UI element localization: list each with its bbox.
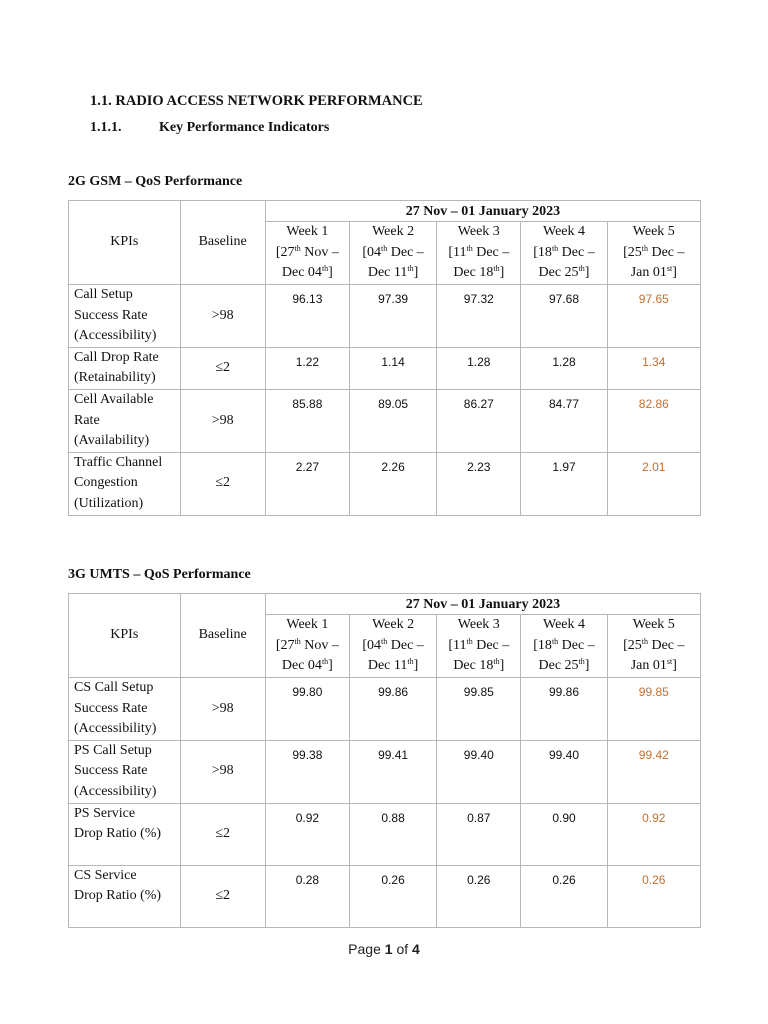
ordinal-suffix: th	[641, 243, 648, 253]
umts-qos-table	[68, 593, 701, 928]
kpi-name-line: Call Drop Rate	[74, 349, 159, 365]
week-name: Week 3	[457, 224, 500, 239]
week-range-start: [04	[362, 637, 382, 653]
kpis-header: KPIs	[69, 594, 181, 678]
week-range-start: [11	[448, 637, 467, 653]
week-range-mid: Nov –	[300, 244, 339, 260]
kpi-value-week-5: 82.86	[607, 389, 700, 452]
ordinal-suffix: th	[294, 636, 301, 646]
week-range-close: ]	[499, 658, 505, 674]
baseline-value: >98	[180, 285, 265, 348]
table-row	[69, 803, 701, 865]
ordinal-suffix: th	[321, 657, 329, 667]
kpi-value-week-4: 99.40	[521, 740, 607, 803]
week-name: Week 1	[286, 224, 329, 239]
kpi-value-week-1: 2.27	[265, 452, 349, 515]
week-range-close: ]	[328, 658, 333, 674]
ordinal-suffix: th	[466, 243, 473, 253]
ordinal-suffix: th	[321, 264, 329, 274]
ordinal-suffix: th	[578, 264, 585, 274]
kpi-value-week-4: 1.97	[521, 452, 607, 515]
ordinal-suffix: th	[493, 264, 500, 274]
kpi-name	[69, 740, 181, 803]
ordinal-suffix: th	[381, 636, 388, 646]
kpi-name-line: (Retainability)	[74, 370, 156, 386]
gsm-qos-table	[68, 200, 701, 516]
kpi-name	[69, 803, 181, 865]
kpi-name-line: CS Service	[74, 867, 137, 883]
week-range-end: Jan 01	[630, 658, 667, 674]
kpi-name-line: Drop Ratio (%)	[74, 826, 162, 842]
ordinal-suffix: th	[294, 243, 301, 253]
kpi-value-week-3: 86.27	[437, 389, 521, 452]
ordinal-suffix: st	[666, 264, 673, 274]
kpi-name	[69, 452, 181, 515]
subsection-title: Key Performance Indicators	[159, 120, 330, 135]
kpi-value-week-4: 99.86	[521, 678, 607, 741]
week-range-mid: Nov –	[300, 637, 339, 653]
kpi-value-week-3: 2.23	[437, 452, 521, 515]
kpi-name-line: Cell Available	[74, 391, 154, 407]
kpi-value-week-2: 99.41	[349, 740, 436, 803]
week-range-end: Dec 04	[281, 265, 322, 281]
kpi-name-line: (Utilization)	[74, 495, 144, 511]
baseline-header: Baseline	[180, 594, 265, 678]
table-row	[69, 389, 701, 452]
kpi-value-week-1: 96.13	[265, 285, 349, 348]
baseline-value: >98	[180, 740, 265, 803]
kpi-value-week-5: 0.92	[607, 803, 700, 865]
kpi-name-line: Drop Ratio (%)	[74, 888, 162, 904]
kpi-value-week-2: 1.14	[349, 347, 436, 389]
baseline-value: ≤2	[180, 347, 265, 389]
week-range-mid: Dec –	[472, 244, 510, 260]
week-range-mid: Dec –	[558, 244, 595, 260]
week-range-mid: Dec –	[387, 637, 424, 653]
kpi-name-line: PS Call Setup	[74, 742, 152, 758]
week-name: Week 2	[372, 617, 415, 632]
kpi-name	[69, 285, 181, 348]
week-range-start: [04	[362, 244, 382, 260]
kpi-value-week-3: 0.26	[437, 865, 521, 927]
ordinal-suffix: th	[578, 657, 585, 667]
kpi-value-week-4: 97.68	[521, 285, 607, 348]
page-footer	[0, 941, 768, 957]
table-row	[69, 865, 701, 927]
of-label: of	[396, 941, 409, 957]
week-range-mid: Dec –	[647, 637, 685, 653]
week-1-header	[265, 222, 349, 285]
week-5-header	[607, 222, 700, 285]
kpi-value-week-2: 0.88	[349, 803, 436, 865]
week-5-header	[607, 615, 700, 678]
ordinal-suffix: th	[466, 636, 473, 646]
ordinal-suffix: th	[641, 636, 648, 646]
week-3-header	[437, 222, 521, 285]
baseline-value: ≤2	[180, 865, 265, 927]
week-range-start: [18	[533, 637, 552, 653]
kpi-name-line: PS Service	[74, 805, 136, 821]
kpi-value-week-3: 99.40	[437, 740, 521, 803]
week-range-start: [25	[623, 637, 642, 653]
page-label: Page	[348, 941, 381, 957]
kpis-header: KPIs	[69, 201, 181, 285]
kpi-name	[69, 389, 181, 452]
week-range-start: [27	[275, 244, 295, 260]
kpi-value-week-1: 99.80	[265, 678, 349, 741]
kpi-name-line: Traffic Channel	[74, 454, 163, 470]
week-range-end: Dec 25	[538, 658, 579, 674]
week-range-close: ]	[672, 658, 677, 674]
week-3-header	[437, 615, 521, 678]
kpi-value-week-1: 85.88	[265, 389, 349, 452]
current-page: 1	[384, 941, 393, 957]
week-range-start: [27	[275, 637, 295, 653]
kpi-name-line: Success Rate	[74, 700, 148, 716]
week-range-mid: Dec –	[558, 637, 595, 653]
baseline-value: ≤2	[180, 803, 265, 865]
section-heading: 1.1. RADIO ACCESS NETWORK PERFORMANCE	[90, 93, 423, 109]
ordinal-suffix: th	[407, 264, 414, 274]
kpi-name	[69, 865, 181, 927]
week-name: Week 4	[542, 224, 586, 239]
week-4-header	[521, 615, 607, 678]
kpi-value-week-5: 99.85	[607, 678, 700, 741]
subsection-heading	[90, 120, 329, 136]
kpi-value-week-5: 1.34	[607, 347, 700, 389]
week-name: Week 5	[632, 617, 675, 632]
kpi-value-week-3: 97.32	[437, 285, 521, 348]
week-range-close: ]	[413, 265, 419, 281]
kpi-value-week-4: 84.77	[521, 389, 607, 452]
kpi-value-week-1: 1.22	[265, 347, 349, 389]
week-range-mid: Dec –	[647, 244, 685, 260]
kpi-value-week-3: 1.28	[437, 347, 521, 389]
week-name: Week 5	[632, 224, 675, 239]
baseline-value: >98	[180, 389, 265, 452]
table-row	[69, 740, 701, 803]
kpi-name-line: Success Rate	[74, 307, 148, 323]
baseline-header: Baseline	[180, 201, 265, 285]
kpi-value-week-4: 1.28	[521, 347, 607, 389]
table-row	[69, 452, 701, 515]
umts-table-caption: 3G UMTS – QoS Performance	[68, 567, 251, 582]
baseline-value: >98	[180, 678, 265, 741]
kpi-value-week-1: 99.38	[265, 740, 349, 803]
kpi-name	[69, 678, 181, 741]
week-name: Week 1	[286, 617, 329, 632]
week-range-end: Dec 18	[453, 265, 494, 281]
kpi-name-line: (Accessibility)	[74, 328, 157, 344]
week-range-close: ]	[584, 265, 590, 281]
kpi-value-week-2: 97.39	[349, 285, 436, 348]
kpi-value-week-2: 89.05	[349, 389, 436, 452]
subsection-number: 1.1.1.	[90, 120, 122, 135]
kpi-name-line: Call Setup	[74, 287, 133, 302]
kpi-name-line: (Availability)	[74, 433, 150, 449]
kpi-value-week-3: 0.87	[437, 803, 521, 865]
kpi-value-week-3: 99.85	[437, 678, 521, 741]
period-header: 27 Nov – 01 January 2023	[265, 594, 700, 615]
week-range-close: ]	[328, 265, 333, 281]
ordinal-suffix: st	[666, 657, 673, 667]
week-range-start: [18	[533, 244, 552, 260]
week-range-end: Dec 18	[453, 658, 494, 674]
kpi-value-week-2: 0.26	[349, 865, 436, 927]
week-range-close: ]	[672, 265, 677, 281]
week-4-header	[521, 222, 607, 285]
ordinal-suffix: th	[551, 636, 559, 646]
kpi-value-week-5: 0.26	[607, 865, 700, 927]
week-range-end: Dec 11	[367, 658, 408, 674]
baseline-value: ≤2	[180, 452, 265, 515]
kpi-value-week-2: 2.26	[349, 452, 436, 515]
week-name: Week 3	[457, 617, 500, 632]
table-row	[69, 285, 701, 348]
week-range-close: ]	[499, 265, 505, 281]
kpi-value-week-5: 99.42	[607, 740, 700, 803]
kpi-value-week-4: 0.26	[521, 865, 607, 927]
period-header: 27 Nov – 01 January 2023	[265, 201, 700, 222]
week-range-start: [25	[623, 244, 642, 260]
table-row	[69, 678, 701, 741]
kpi-value-week-5: 97.65	[607, 285, 700, 348]
week-name: Week 2	[372, 224, 415, 239]
week-2-header	[349, 615, 436, 678]
kpi-name-line: (Accessibility)	[74, 721, 157, 737]
ordinal-suffix: th	[381, 243, 388, 253]
kpi-name-line: Rate	[74, 412, 100, 428]
week-name: Week 4	[542, 617, 586, 632]
week-range-end: Dec 04	[281, 658, 322, 674]
kpi-value-week-4: 0.90	[521, 803, 607, 865]
week-range-mid: Dec –	[387, 244, 424, 260]
gsm-table-caption: 2G GSM – QoS Performance	[68, 174, 243, 189]
kpi-value-week-5: 2.01	[607, 452, 700, 515]
total-pages: 4	[412, 941, 420, 957]
week-range-end: Dec 25	[538, 265, 579, 281]
kpi-value-week-2: 99.86	[349, 678, 436, 741]
kpi-name-line: CS Call Setup	[74, 680, 154, 695]
week-range-close: ]	[584, 658, 590, 674]
week-range-end: Jan 01	[630, 265, 667, 281]
ordinal-suffix: th	[551, 243, 559, 253]
kpi-value-week-1: 0.92	[265, 803, 349, 865]
kpi-name	[69, 347, 181, 389]
kpi-name-line: Success Rate	[74, 763, 148, 779]
ordinal-suffix: th	[407, 657, 414, 667]
kpi-name-line: (Accessibility)	[74, 783, 157, 799]
week-1-header	[265, 615, 349, 678]
table-row	[69, 347, 701, 389]
week-range-mid: Dec –	[472, 637, 510, 653]
week-range-end: Dec 11	[367, 265, 408, 281]
kpi-name-line: Congestion	[74, 475, 138, 491]
kpi-value-week-1: 0.28	[265, 865, 349, 927]
week-range-close: ]	[413, 658, 419, 674]
ordinal-suffix: th	[493, 657, 500, 667]
week-range-start: [11	[448, 244, 467, 260]
week-2-header	[349, 222, 436, 285]
